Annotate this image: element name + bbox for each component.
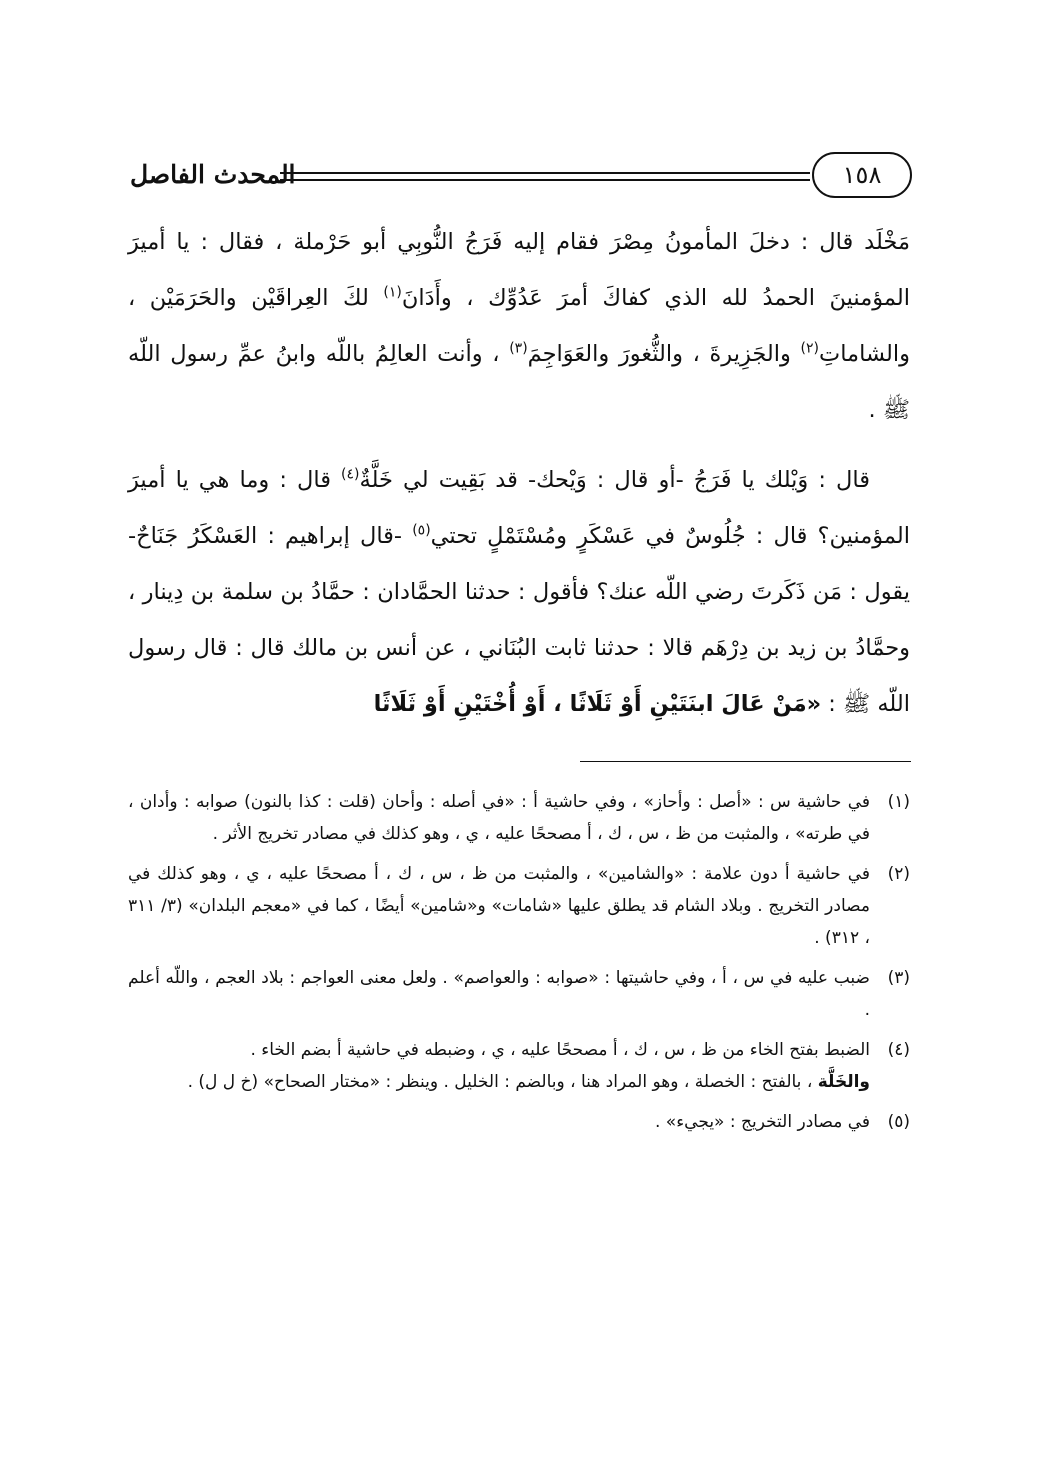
text-segment: قال : وَيْلك يا فَرَجُ -أو قال : وَيْحك- قد بَقِيت لي خَلَّةٌ [359, 467, 870, 493]
footnote-text: ، بالفتح : الخصلة ، وهو المراد هنا ، وبالضم : الخليل . وينظر : «مختار الصحاح» (خ ل ل) . [187, 1072, 818, 1092]
header-rule-bottom [280, 179, 810, 181]
main-text [128, 214, 910, 732]
footnote-separator [580, 761, 911, 762]
footnote-ref-4[interactable]: (٤) [341, 466, 360, 483]
footnote-3 [128, 962, 910, 1026]
footnote-number: (٥) [887, 1112, 910, 1132]
footnote-text: ضبب عليه في س ، أ ، وفي حاشيتها : «صوابه : والعواصم» . ولعل معنى العواجم : بلاد العجم ، واللّه أعلم . [128, 968, 870, 1020]
footnote-text: في مصادر التخريج : «يجيء» . [654, 1112, 870, 1132]
footnotes [128, 786, 910, 1146]
text-segment: ، وأنت العالِمُ باللّه وابنُ عمِّ رسول اللّه ﷺ . [128, 341, 910, 423]
footnote-text: في حاشية س : «أصل : وأحاز» ، وفي حاشية أ : «في أصله : وأحان (قلت : كذا بالنون) صوابه : وأدان ، في طرته» ، والمثبت من ظ ، س ، ك ، أ مصححًا عليه ، ي ، وهو كذلك في مصادر تخريج الأثر . [128, 792, 870, 844]
footnote-keyword: والخَلَّة [817, 1072, 870, 1092]
paragraph-1 [128, 214, 910, 438]
footnote-text: الضبط بفتح الخاء من ظ ، س ، ك ، أ مصححًا عليه ، ي ، وضبطه في حاشية أ بضم الخاء . [250, 1040, 870, 1060]
paragraph-2 [128, 452, 910, 732]
footnote-number: (٣) [887, 968, 910, 988]
header-rule-top [280, 172, 810, 174]
footnote-text: في حاشية أ دون علامة : «والشامين» ، والمثبت من ظ ، س ، ك ، أ مصححًا عليه ، ي ، وهو كذلك في مصادر التخريج . وبلاد الشام قد يطلق عليها «شامات» و«شامين» أيضًا ، كما في «معجم البلدان» (٣/ ٣١١ ، ٣١٢) . [128, 864, 870, 948]
footnote-4 [128, 1034, 910, 1098]
hadith-quote: «مَنْ عَالَ ابنَتَيْنِ أَوْ ثَلَاثًا ، أَوْ أُخْتَيْنِ أَوْ ثَلَاثًا [373, 691, 822, 717]
footnote-number: (٢) [887, 864, 910, 884]
page-header [130, 150, 912, 206]
footnote-continuation [128, 1066, 870, 1098]
footnote-1 [128, 786, 910, 850]
text-segment: مَخْلَد قال : دخلَ المأمونُ مِصْرَ فقام إليه فَرَجُ النُّوبِي أبو حَرْملة ، فقال : يا أميرَ المؤمنينَ الحمدُ لله الذي كفاكَ أمرَ عَدُوِّك ، وأَدَانَ [128, 229, 910, 311]
text-segment: لكَ العِراقَيْن والحَرَمَيْن ، والشاماتِ [128, 285, 911, 367]
footnote-2 [128, 858, 910, 954]
page-number: ١٥٨ [812, 152, 912, 198]
text-segment: قال : وما هي يا أميرَ المؤمنين؟ قال : جُلُوسٌ في عَسْكَرٍ ومُسْتَمْلٍ تحتي [128, 467, 910, 549]
footnote-ref-2[interactable]: (٢) [800, 340, 820, 357]
footnote-number: (١) [887, 792, 910, 812]
footnote-number: (٤) [887, 1040, 910, 1060]
footnote-ref-3[interactable]: (٣) [509, 340, 528, 357]
text-segment: -قال إبراهيم : العَسْكَرُ جَنَاحٌ- يقول : مَن ذَكَرتَ رضي اللّه عنك؟ فأقول : حدثنا الحمَّادان : حمَّادُ بن سلمة بن دِينار ، وحمَّادُ بن زيد بن دِرْهَم قالا : حدثنا ثابت البُنَاني ، عن أنس بن مالك قال : قال رسول اللّه ﷺ : [128, 523, 910, 717]
book-title: المحدث الفاصل [130, 160, 296, 189]
text-segment: والجَزِيرةَ ، والثُّغورَ والعَوَاجِمَ [527, 341, 801, 367]
footnote-ref-5[interactable]: (٥) [412, 522, 431, 539]
footnote-5 [128, 1106, 910, 1138]
footnote-ref-1[interactable]: (١) [383, 284, 402, 301]
